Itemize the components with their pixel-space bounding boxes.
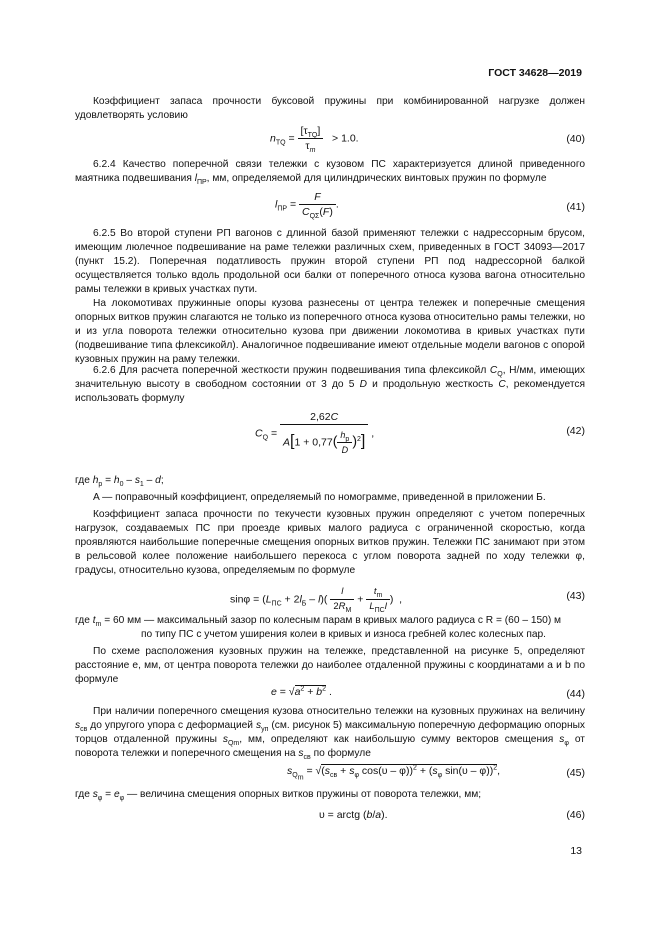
equation-number-45: (45) [566, 767, 585, 779]
where-hp: где $h_р = h_0 - s_1 - d$; [75, 475, 164, 489]
where-sphi: где $s_\varphi = e_\varphi$ — величина смещения опорных витков пружины от поворота тележки, мм; [75, 789, 482, 803]
equation-45 [75, 764, 585, 782]
formula-46: υ = arctg (b/a). [319, 809, 388, 821]
where-tm: где $t_m = 60$ мм — максимальный зазор по колесным парам в кривых малого радиуса с R = (60 – 150) м [75, 615, 562, 629]
p8-text-f: по формуле [310, 748, 371, 759]
equation-number-43: (43) [566, 590, 585, 602]
formula-45: $s_{Q_m} = √(s_{св} + s_\varphi$ $\cos(\upsilon - \varphi))^2 + (s_\varphi$ sin(υ – φ))$^2$, [287, 764, 501, 782]
where2-text: — величина смещения опорных витков пружины от поворота тележки, мм; [127, 789, 482, 800]
paragraph-yield-safety: Коэффициент запаса прочности по текучести кузовных пружин определяют с учетом поперечных нагрузок, создаваемых ПС при проезде кривых малого радиуса с ограниченной скоростью, когда проявляются наибольшие поперечные смещения опорных витков пружин. Тележки ПС занимают при этом в рельсовой колее положение наибольшего перекоса с углом поворота задней по ходу тележки φ, градусы, относительно кузова, определяемым по формуле [75, 509, 585, 576]
where-label: где [75, 475, 93, 486]
formula-44: $e = √a^2 + b^2$ . [271, 685, 332, 698]
p5-text-b: , Н/мм, имеющих значительную высоту в свободном состоянии от 3 до 5 [75, 365, 586, 390]
p2-text-a: 6.2.4 Качество поперечной связи тележки с кузовом ПС характеризуется длиной приведенного маятника подвешивания [75, 159, 585, 184]
where-A: A — поправочный коэффициент, определяемый по номограмме, приведенной в приложении Б. [93, 492, 546, 503]
equation-number-42: (42) [566, 425, 585, 437]
page-number: 13 [570, 845, 582, 857]
p5-text-d: , рекомендуется использовать формулу [75, 379, 585, 404]
formula-43: $\sin\varphi = (L_{ПС} + 2l_Б - l)$( $\frac{l}{2R_М}$ + $\frac{t_m}{L_{ПС}l}$ ) , [230, 586, 403, 614]
equation-number-41: (41) [566, 201, 585, 213]
paragraph-distance-e: По схеме расположения кузовных пружин на тележке, представленной на рисунке 5, определяют расстояние e, мм, от центра поворота тележки до наиболее отдаленной пружины с координатами a и b по формуле [75, 646, 585, 685]
p2-text-b: , мм, определяемой для цилиндрических винтовых пружин по формуле [206, 173, 547, 184]
paragraph-lateral-shift: При наличии поперечного смещения кузова относительно тележки на кузовных пружинах на величину $s_{св}$ до упругого упора с деформацией $s_{уп}$ (см. рисунок 5) максимальную поперечную деформацию опорных торцов отдаленной пружины $s_{Qm}$, мм, определяют как наибольшую сумму векторов смещения $s_\varphi$ от поворота тележки и поперечного смещения на $s_{св}$ по формуле [75, 706, 585, 762]
paragraph-locomotive: На локомотивах пружинные опоры кузова разнесены от центра тележек и поперечные смещения опорных витков пружин слагаются не только из поперечного относа кузова относительно рамы тележки, но и из угла поворота тележки относительно кузова при движении локомотива в кривых участках пути (подвешивание типа флексикойл). Аналогичное подвешивание имеют отдельные модели вагонов с опорой кузовных пружин на раму тележки. [75, 298, 585, 365]
paragraph-spring-safety: Коэффициент запаса прочности буксовой пружины при комбинированной нагрузке должен удовлетворять условию [75, 96, 585, 121]
formula-41: $l_{ПР}$ = $\frac{F}{C_{Q\Sigma}(F)}$ . [275, 191, 339, 221]
equation-43 [75, 585, 585, 614]
paragraph-626: 6.2.6 Для расчета поперечной жесткости пружин подвешивания типа флексикойл $C_Q$, Н/мм, имеющих значительную высоту в свободном состоянии от 3 до 5 D и продольную жесткость C, рекомендуется использовать формулу [75, 365, 586, 404]
equation-number-44: (44) [566, 688, 585, 700]
equation-44 [75, 685, 585, 700]
where-tm-line2: по типу ПС с учетом уширения колеи в кривых и износа гребней колес колесных пар. [141, 629, 546, 640]
equation-46 [75, 808, 585, 821]
p8-text-a: При наличии поперечного смещения кузова относительно тележки на кузовных пружинах на величину [93, 706, 585, 717]
tm-line1: = 60 мм — максимальный зазор по колесным парам в кривых малого радиуса с R = (60 – 150) м [104, 615, 562, 626]
paragraph-624: 6.2.4 Качество поперечной связи тележки с кузовом ПС характеризуется длиной приведенного маятника подвешивания $l_{ПР}$, мм, определяемой для цилиндрических винтовых пружин по формуле [75, 159, 585, 187]
p8-text-d: , мм, определяют как наибольшую сумму векторов смещения [239, 734, 560, 745]
paragraph-625: 6.2.5 Во второй ступени РП вагонов с длинной базой применяют тележки с надрессорным брусом, имеющим люлечное подвешивание на раме тележки различных схем, приведенных в ГОСТ 34093—2017 (пункт 15.2). Поперечная податливость пружин второй ступени РП под надрессорной балкой осуществляется только вдоль продольной оси балки от поперечного относа кузова вагона относительно рамы тележки в кривых участках пути. [75, 228, 585, 295]
p8-text-c: (см. рисунок 5) максимальную поперечную деформацию опорных торцов отдаленной пружины [75, 720, 585, 745]
equation-number-46: (46) [566, 809, 585, 821]
document-id-header: ГОСТ 34628—2019 [488, 67, 582, 79]
equation-number-40: (40) [566, 133, 585, 145]
p8-text-e: от поворота тележки и поперечного смещения на [75, 734, 585, 759]
formula-40: $n_{TQ}$ = $\frac{[\tau_{TQ}]}{\tau_m}$ > 1.0. [270, 125, 359, 155]
p5-text-c: и продольную жесткость [366, 379, 499, 390]
equation-40 [75, 124, 585, 155]
equation-41 [75, 190, 585, 221]
equation-42 [75, 410, 585, 455]
formula-42: $C_Q$ = 2,62C A[1 + 0,77( $\frac{h_р}{D}$ )$^2$] , [255, 411, 375, 455]
p5-text-a: 6.2.6 Для расчета поперечной жесткости пружин подвешивания типа флексикойл [93, 365, 490, 376]
p8-text-b: до упругого упора с деформацией [87, 720, 256, 731]
